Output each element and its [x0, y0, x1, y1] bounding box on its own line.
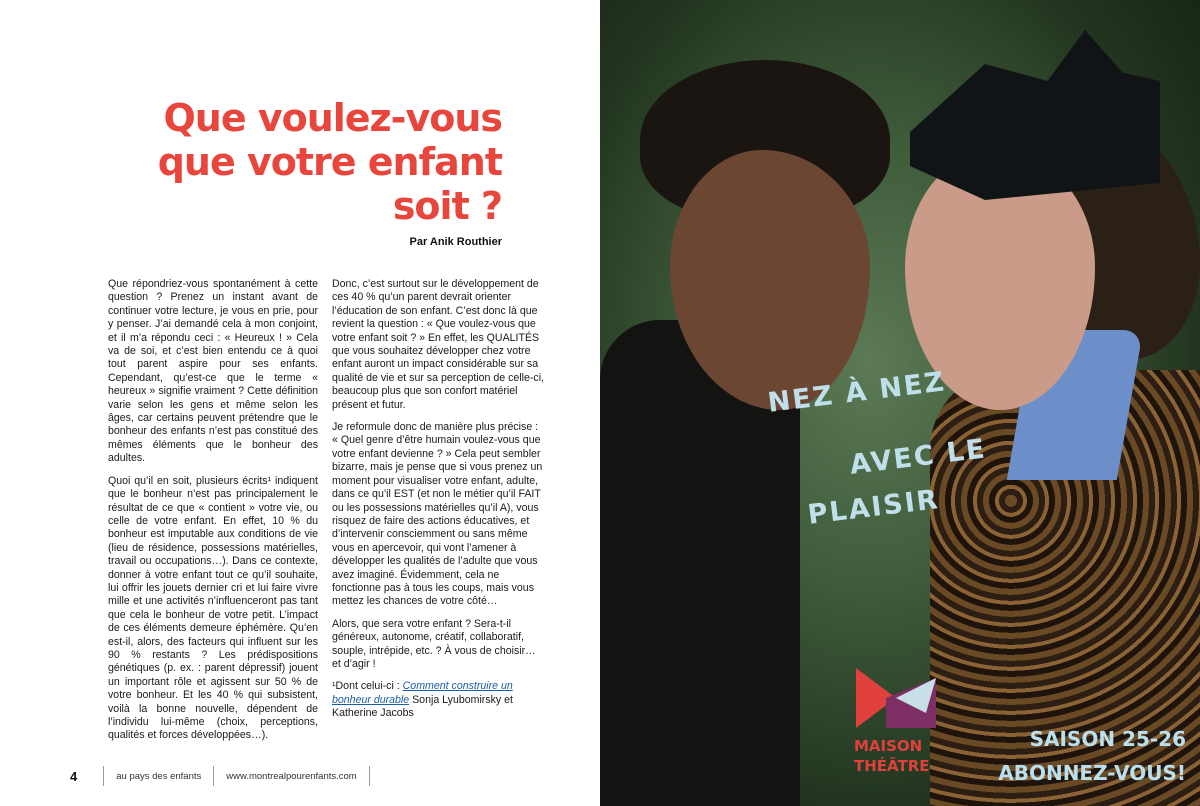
woman-figure-hat: [910, 30, 1160, 200]
magazine-name: au pays des enfants: [116, 770, 202, 782]
paragraph: Que répondriez-vous spontanément à cette question ? Prenez un instant avant de continuer votre lecture, je vous en prie, pour y penser. J’ai demandé cela à mon conjoint, et il m’a répondu ceci : « Heureux ! » Cela va de soi, et c’est bien entendu ce à quoi tout parent aspire pour ses enfants. Cependant, qu’est-ce que le terme « heureux » signifie vraiment ? Cette définition varie selon les gens et même selon les âges, car certains peuvent prétendre que le bonheur des enfants n’est pas constitué des mêmes éléments que le bonheur des adultes.: [108, 278, 318, 465]
ad-tagline-line-2: AVEC LE: [848, 433, 989, 481]
article-column-1: [108, 278, 318, 752]
advertisement-page: [600, 0, 1200, 806]
page-number: 4: [70, 768, 78, 784]
logo-word-1: MAISON: [854, 737, 923, 755]
maison-theatre-wordmark: [854, 736, 930, 776]
headline-line-3: soit ?: [392, 184, 502, 228]
article-byline: Par Anik Routhier: [409, 236, 502, 248]
headline-line-1: Que voulez-vous: [163, 96, 502, 140]
paragraph: Donc, c’est surtout sur le développement de ces 40 % qu’un parent devrait orienter l’éducation de son enfant. C’est donc là que revient la question : « Que voulez-vous que votre enfant soit ? » En effet, les QUALITÉS que vous souhaitez développer chez votre enfant auront un impact considérable sur sa qualité de vie et sur sa perception de celle-ci, beaucoup plus que son confort matériel présent et futur.: [332, 278, 544, 411]
footnote-book-link[interactable]: Comment construire un bonheur durable: [332, 680, 513, 706]
footnote-suffix: Sonja Lyubomirsky et Katherine Jacobs: [332, 693, 513, 720]
footer-divider: [369, 766, 370, 786]
website-link[interactable]: www.montrealpourenfants.com: [226, 770, 357, 782]
maison-theatre-logo-icon: [856, 668, 936, 728]
logo-word-2: THÉÂTRE: [854, 757, 930, 775]
ad-tagline-line-3: PLAISIR: [806, 484, 942, 531]
footer-divider: [103, 766, 104, 786]
article-headline: [120, 96, 502, 228]
footnote: [332, 680, 544, 720]
paragraph: Je reformule donc de manière plus précise : « Quel genre d’être humain voulez-vous que votre enfant devienne ? » Cela peut sembler bizarre, mais je pense que si vous prenez un moment pour visualiser votre enfant, adulte, dans ce qu’il EST (et non le métier qu’il FAIT ou les possessions matérielles qu’il A), vous risquez de faire des actions éducatives, et d’intervenir consciemment ou sans même vous en apercevoir, qui vont l’amener à développer les qualités de l’adulte que vous avez imaginé. Évidemment, cela ne fonctionne pas à tous les coups, mais vous mettez les chances de votre côté…: [332, 421, 543, 608]
headline-line-2: que votre enfant: [157, 140, 502, 184]
paragraph: Quoi qu’il en soit, plusieurs écrits¹ indiquent que le bonheur n’est pas principalement le résultat de ce que « contient » votre vie, ou celle de votre enfant. En effet, 10 % du bonheur est imputable aux conditions de vie (lieu de résidence, possessions matérielles, travail ou occupations…). Dans ce contexte, donner à votre enfant tout ce qu’il souhaite, lui offrir les jouets dernier cri et lui faire vivre mille et une activités n’influenceront pas tant que cela le bonheur de votre petit. L’impact de ces éléments demeure éphémère. Qu’en est-il, alors, des facteurs qui influent sur les 90 % restants ? Les prédispositions génétiques (p. ex. : parent dépressif) jouent un important rôle et agissent sur 50 % de votre bonheur. Et les 40 % qui subsistent, voilà la bonne nouvelle, dépendent de l’individu lui-même (choix, perceptions, qualités et forces développées…).: [108, 474, 318, 742]
subscribe-cta[interactable]: ABONNEZ-VOUS!: [998, 761, 1186, 785]
season-callout: [998, 722, 1186, 790]
page-footer: [70, 764, 382, 788]
footer-divider: [213, 766, 214, 786]
ad-tagline-line-1: NEZ À NEZ: [766, 366, 948, 419]
footnote-prefix: ¹Dont celui-ci :: [332, 680, 403, 693]
article-column-2: [332, 278, 544, 730]
season-label: SAISON 25-26: [1029, 727, 1186, 751]
paragraph: Alors, que sera votre enfant ? Sera-t-il généreux, autonome, créatif, collaboratif, souple, intrépide, etc. ? À vous de choisir… et d’agir !: [332, 617, 536, 670]
